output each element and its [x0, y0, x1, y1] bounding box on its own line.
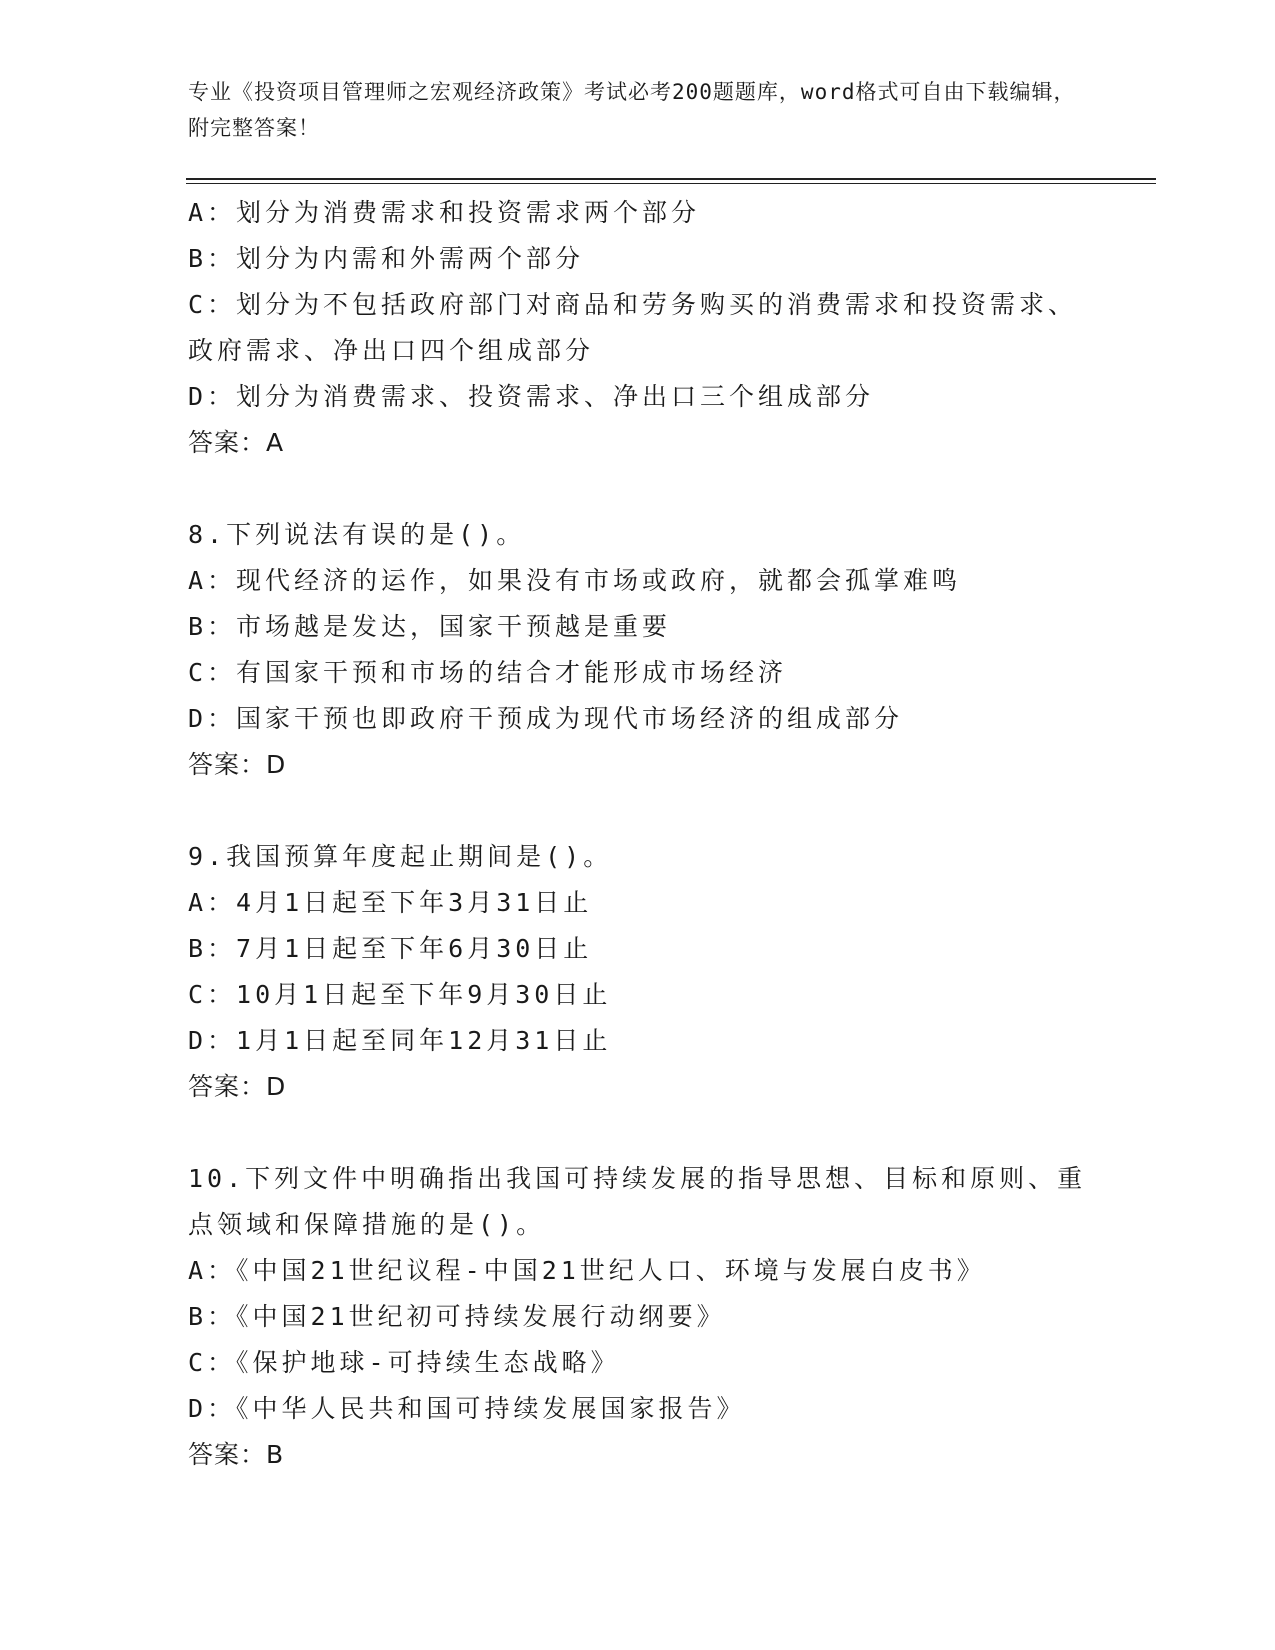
answer: 答案：D: [188, 1072, 287, 1101]
option-d: D：《中华人民共和国可持续发展国家报告》: [188, 1394, 746, 1423]
option-c: C：有国家干预和市场的结合才能形成市场经济: [188, 658, 788, 687]
question-10: [188, 1156, 1088, 1478]
answer: 答案：B: [188, 1440, 285, 1469]
option-d: D：国家干预也即政府干预成为现代市场经济的组成部分: [188, 704, 904, 733]
question-text: 9.我国预算年度起止期间是()。: [188, 842, 613, 871]
option-b: B：《中国21世纪初可持续发展行动纲要》: [188, 1302, 726, 1331]
option-a: A：划分为消费需求和投资需求两个部分: [188, 198, 701, 227]
header-divider-thin: [186, 183, 1156, 184]
answer: 答案：D: [188, 750, 287, 779]
option-c: C：《保护地球-可持续生态战略》: [188, 1348, 620, 1377]
question-7-tail: [188, 190, 1088, 466]
document-title: 专业《投资项目管理师之宏观经济政策》考试必考200题题库，word格式可自由下载编辑，附完整答案！: [188, 80, 1076, 140]
document-body: [188, 190, 1088, 1478]
spacer: [188, 1110, 1088, 1156]
option-a: A：《中国21世纪议程-中国21世纪人口、环境与发展白皮书》: [188, 1256, 986, 1285]
answer: 答案：A: [188, 428, 285, 457]
question-8: [188, 512, 1088, 788]
spacer: [188, 788, 1088, 834]
spacer: [188, 466, 1088, 512]
question-text: 10.下列文件中明确指出我国可持续发展的指导思想、目标和原则、重点领域和保障措施的是()。: [188, 1164, 1087, 1239]
header-divider-thick: [186, 178, 1156, 180]
option-a: A：4月1日起至下年3月31日止: [188, 888, 593, 917]
document-header: [188, 74, 1088, 146]
option-a: A：现代经济的运作，如果没有市场或政府，就都会孤掌难鸣: [188, 566, 962, 595]
option-b: B：7月1日起至下年6月30日止: [188, 934, 593, 963]
option-c: C：10月1日起至下年9月30日止: [188, 980, 612, 1009]
option-d: D：1月1日起至同年12月31日止: [188, 1026, 612, 1055]
option-c: C：划分为不包括政府部门对商品和劳务购买的消费需求和投资需求、政府需求、净出口四个组成部分: [188, 290, 1078, 365]
option-b: B：市场越是发达，国家干预越是重要: [188, 612, 672, 641]
question-9: [188, 834, 1088, 1110]
option-b: B：划分为内需和外需两个部分: [188, 244, 585, 273]
option-d: D：划分为消费需求、投资需求、净出口三个组成部分: [188, 382, 875, 411]
question-text: 8.下列说法有误的是()。: [188, 520, 526, 549]
